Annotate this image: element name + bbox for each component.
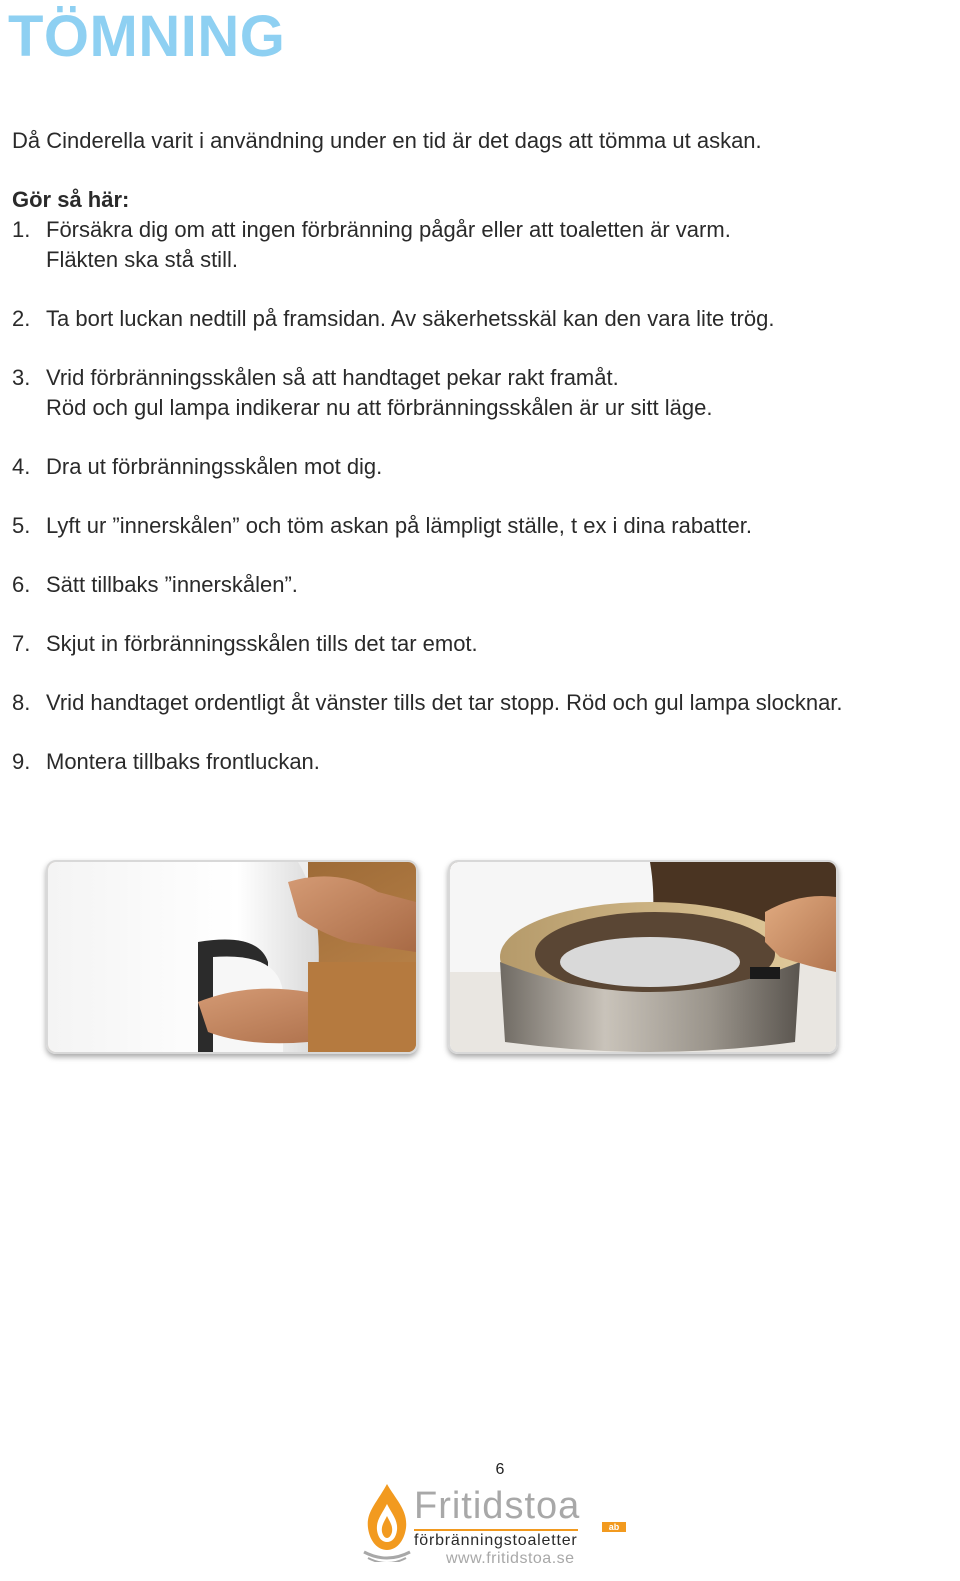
step-item xyxy=(12,511,957,541)
step-number: 1. xyxy=(12,217,31,242)
flame-logo-icon xyxy=(362,1482,412,1562)
step-number: 7. xyxy=(12,631,31,656)
photo-inner-bowl-image xyxy=(48,862,416,1052)
step-item xyxy=(12,747,957,777)
logo-ab-badge: ab xyxy=(602,1522,626,1532)
photo-row xyxy=(46,860,838,1060)
step-number: 6. xyxy=(12,572,31,597)
step-text: Ta bort luckan nedtill på framsidan. Av säkerhetsskäl kan den vara lite trög. xyxy=(46,306,775,331)
step-number: 2. xyxy=(12,306,31,331)
intro-paragraph: Då Cinderella varit i användning under en tid är det dags att tömma ut askan. xyxy=(12,128,762,153)
step-text: Skjut in förbränningsskålen tills det tar emot. xyxy=(46,631,478,656)
step-text: Vrid förbränningsskålen så att handtaget pekar rakt framåt. Röd och gul lampa indikerar nu att förbränningsskålen är ur sitt läge. xyxy=(46,365,713,420)
step-item xyxy=(12,304,957,334)
logo-name: Fritidstoa xyxy=(414,1485,581,1527)
steps-list xyxy=(12,215,957,806)
photo-combustion-bowl xyxy=(448,860,838,1054)
photo-combustion-bowl-image xyxy=(450,862,836,1052)
step-item xyxy=(12,363,957,423)
step-text: Försäkra dig om att ingen förbränning pågår eller att toaletten är varm. Fläkten ska stå still. xyxy=(46,217,731,272)
step-item xyxy=(12,688,957,718)
step-item xyxy=(12,215,957,275)
step-number: 5. xyxy=(12,513,31,538)
page-title: TÖMNING xyxy=(8,4,286,69)
step-item xyxy=(12,629,957,659)
website-url: www.fritidstoa.se xyxy=(446,1550,575,1567)
step-number: 8. xyxy=(12,690,31,715)
step-text: Vrid handtaget ordentligt åt vänster tills det tar stopp. Röd och gul lampa slocknar. xyxy=(46,690,843,715)
page-number: 6 xyxy=(495,1461,505,1478)
step-number: 4. xyxy=(12,454,31,479)
step-text: Lyft ur ”innerskålen” och töm askan på lämpligt ställe, t ex i dina rabatter. xyxy=(46,513,752,538)
photo-inner-bowl-removal xyxy=(46,860,418,1054)
howto-heading: Gör så här: xyxy=(12,187,130,212)
step-number: 3. xyxy=(12,365,31,390)
step-text: Montera tillbaks frontluckan. xyxy=(46,749,320,774)
logo-tagline: förbränningstoaletter xyxy=(414,1529,578,1550)
step-item xyxy=(12,452,957,482)
step-text: Dra ut förbränningsskålen mot dig. xyxy=(46,454,383,479)
step-item xyxy=(12,570,957,600)
step-text: Sätt tillbaks ”innerskålen”. xyxy=(46,572,298,597)
step-number: 9. xyxy=(12,749,31,774)
brand-logo xyxy=(362,1478,632,1578)
